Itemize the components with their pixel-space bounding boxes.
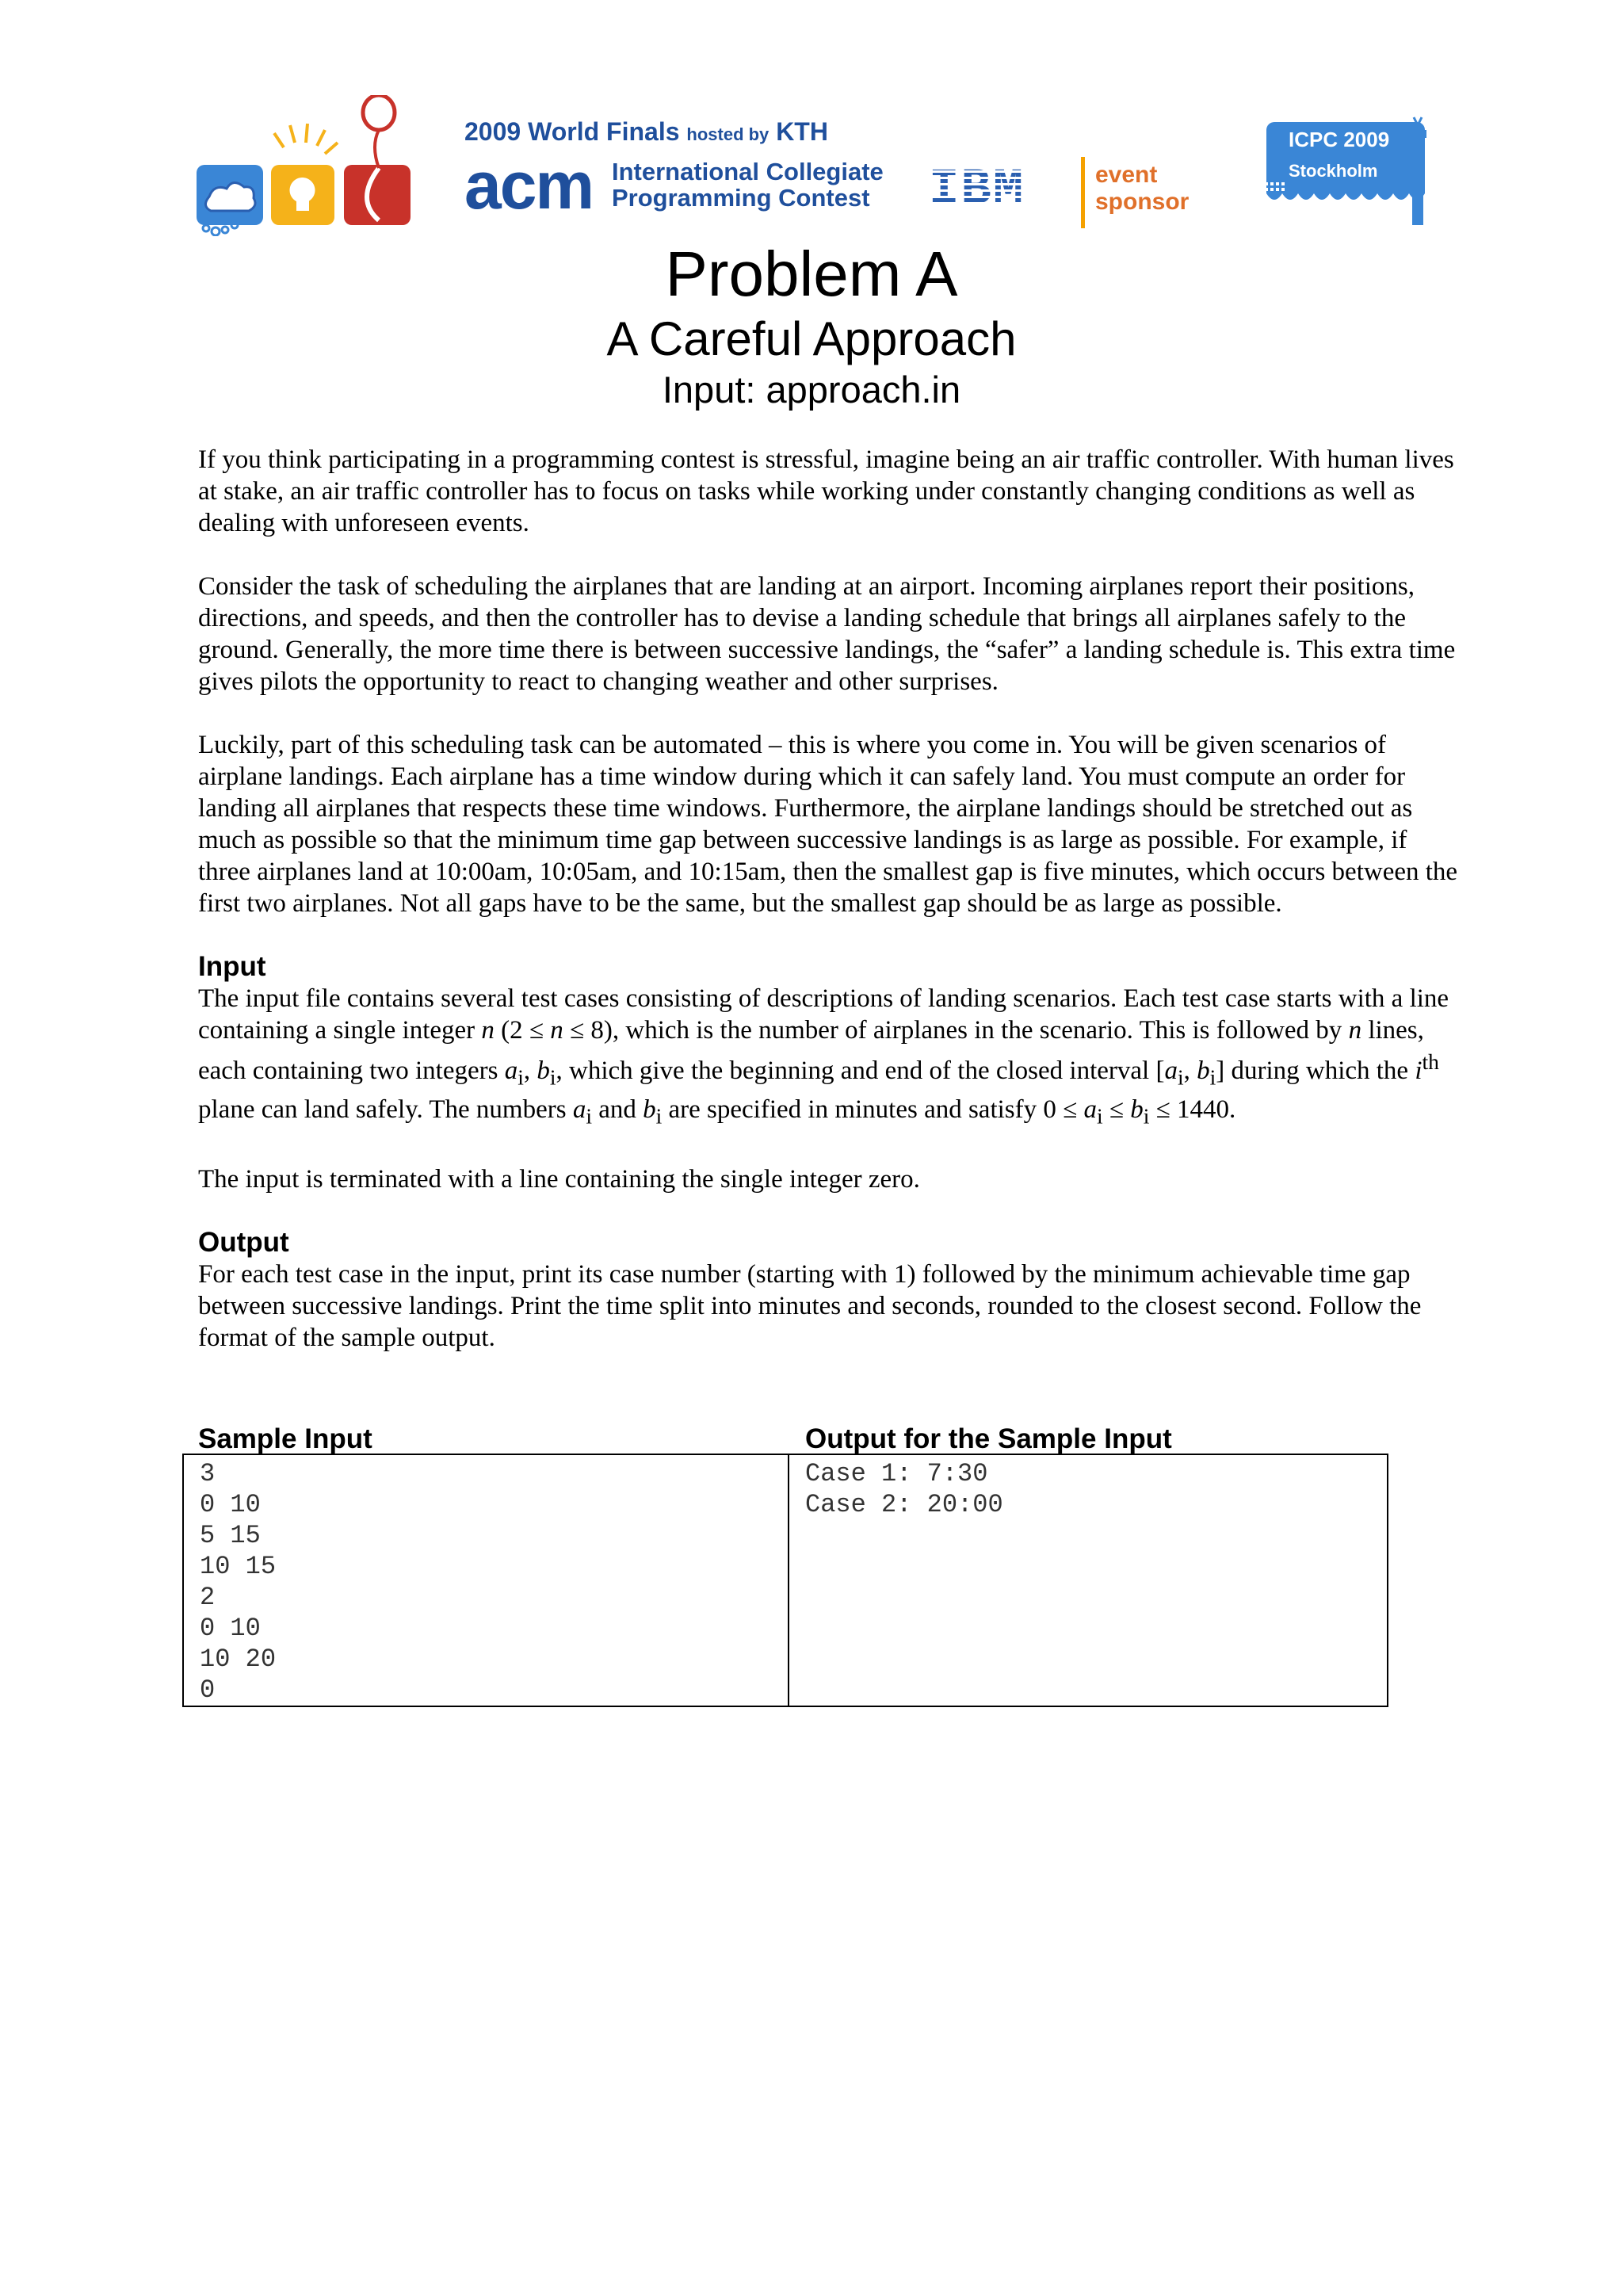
problem-statement bbox=[198, 444, 1458, 1385]
input-filename: Input: approach.in bbox=[662, 369, 961, 411]
input-terminator: The input is terminated with a line containing the single integer zero. bbox=[198, 1165, 920, 1194]
sponsor-line1: event bbox=[1095, 162, 1158, 188]
icpc-people-logo-icon bbox=[195, 95, 417, 236]
output-heading: Output bbox=[198, 1227, 289, 1259]
contest-name bbox=[612, 159, 884, 211]
ibm-logo bbox=[929, 162, 1040, 219]
icpc-year: ICPC 2009 bbox=[1289, 128, 1390, 151]
input-description: The input file contains several test cases consisting of descriptions of landing scenarios. Each test case starts with a line containing a single integer n (2 ≤ n ≤ 8), which is the number of airplanes in the scenario. This is followed by n lines, each containing two integers $a_i$, $b_i$, which give the beginning and end of the closed interval [$a_i$, $b_i$] during which the $i^{th}$ plane can land safely. The numbers $a_i$ and $b_i$ are specified in minutes and satisfy $0 \le a_i \le b_i \le 1440$. bbox=[198, 984, 1449, 1129]
statement-paragraph-2: Consider the task of scheduling the airplanes that are landing at an airport. Incoming airplanes report their positions, directions, and speeds, and then the controller has to devise a landing schedule that brings all airplanes safely to the ground. Generally, the more time there is between successive landings, the “safer” a landing schedule is. This extra time gives pilots the opportunity to react to changing weather and other surprises. bbox=[198, 572, 1456, 696]
problem-name: A Careful Approach bbox=[606, 312, 1017, 365]
ibm-wordmark: IBM bbox=[929, 166, 1040, 214]
sponsor-line2: sponsor bbox=[1095, 189, 1190, 215]
event-sponsor-label bbox=[1095, 162, 1189, 216]
sample-table bbox=[182, 1454, 1388, 1707]
sample-input-heading: Sample Input bbox=[198, 1423, 372, 1454]
input-heading: Input bbox=[198, 951, 266, 982]
world-finals-text: 2009 World Finals bbox=[464, 117, 680, 146]
sponsor-divider bbox=[1081, 157, 1085, 228]
acm-wordmark: acm bbox=[464, 148, 594, 223]
problem-label: Problem A bbox=[665, 239, 958, 309]
contest-name-line1: International Collegiate bbox=[612, 158, 884, 185]
contest-name-line2: Programming Contest bbox=[612, 184, 870, 212]
statement-paragraph-3: Luckily, part of this scheduling task can be automated – this is where you come in. You will be given scenarios of airplane landings. Each airplane has a time window during which it can safely land. You must compute an order for landing all airplanes that respects these time windows. Furthermore, the airplane landings should be stretched out as much as possible so that the minimum time gap between successive landings is as large as possible. For example, if three airplanes land at 10:00am, 10:05am, and 10:15am, then the smallest gap is five minutes, which occurs between the first two airplanes. Not all gaps have to be the same, but the smallest gap should be as large as possible. bbox=[198, 731, 1458, 918]
output-description: For each test case in the input, print its case number (starting with 1) followed by the minimum achievable time gap between successive landings. Print the time split into minutes and seconds, rounded to the closest second. Follow the format of the sample output. bbox=[198, 1260, 1422, 1353]
sample-input-cell: 3 0 10 5 15 10 15 2 0 10 10 20 0 bbox=[184, 1455, 789, 1706]
acm-icpc-logo bbox=[464, 117, 908, 236]
sample-output-heading: Output for the Sample Input bbox=[805, 1423, 1172, 1454]
sample-output-cell: Case 1: 7:30 Case 2: 20:00 bbox=[805, 1459, 1003, 1519]
hosted-by-text: hosted by bbox=[686, 124, 769, 144]
icpc-city: Stockholm bbox=[1289, 161, 1378, 181]
statement-paragraph-1: If you think participating in a programming contest is stressful, imagine being an air traffic controller. With human lives at stake, an air traffic controller has to focus on tasks while working under constantly changing conditions as well as dealing with unforeseen events. bbox=[198, 445, 1454, 537]
contest-header bbox=[195, 95, 1439, 236]
icpc-stockholm-logo bbox=[1257, 114, 1439, 225]
host-text: KTH bbox=[776, 117, 828, 146]
